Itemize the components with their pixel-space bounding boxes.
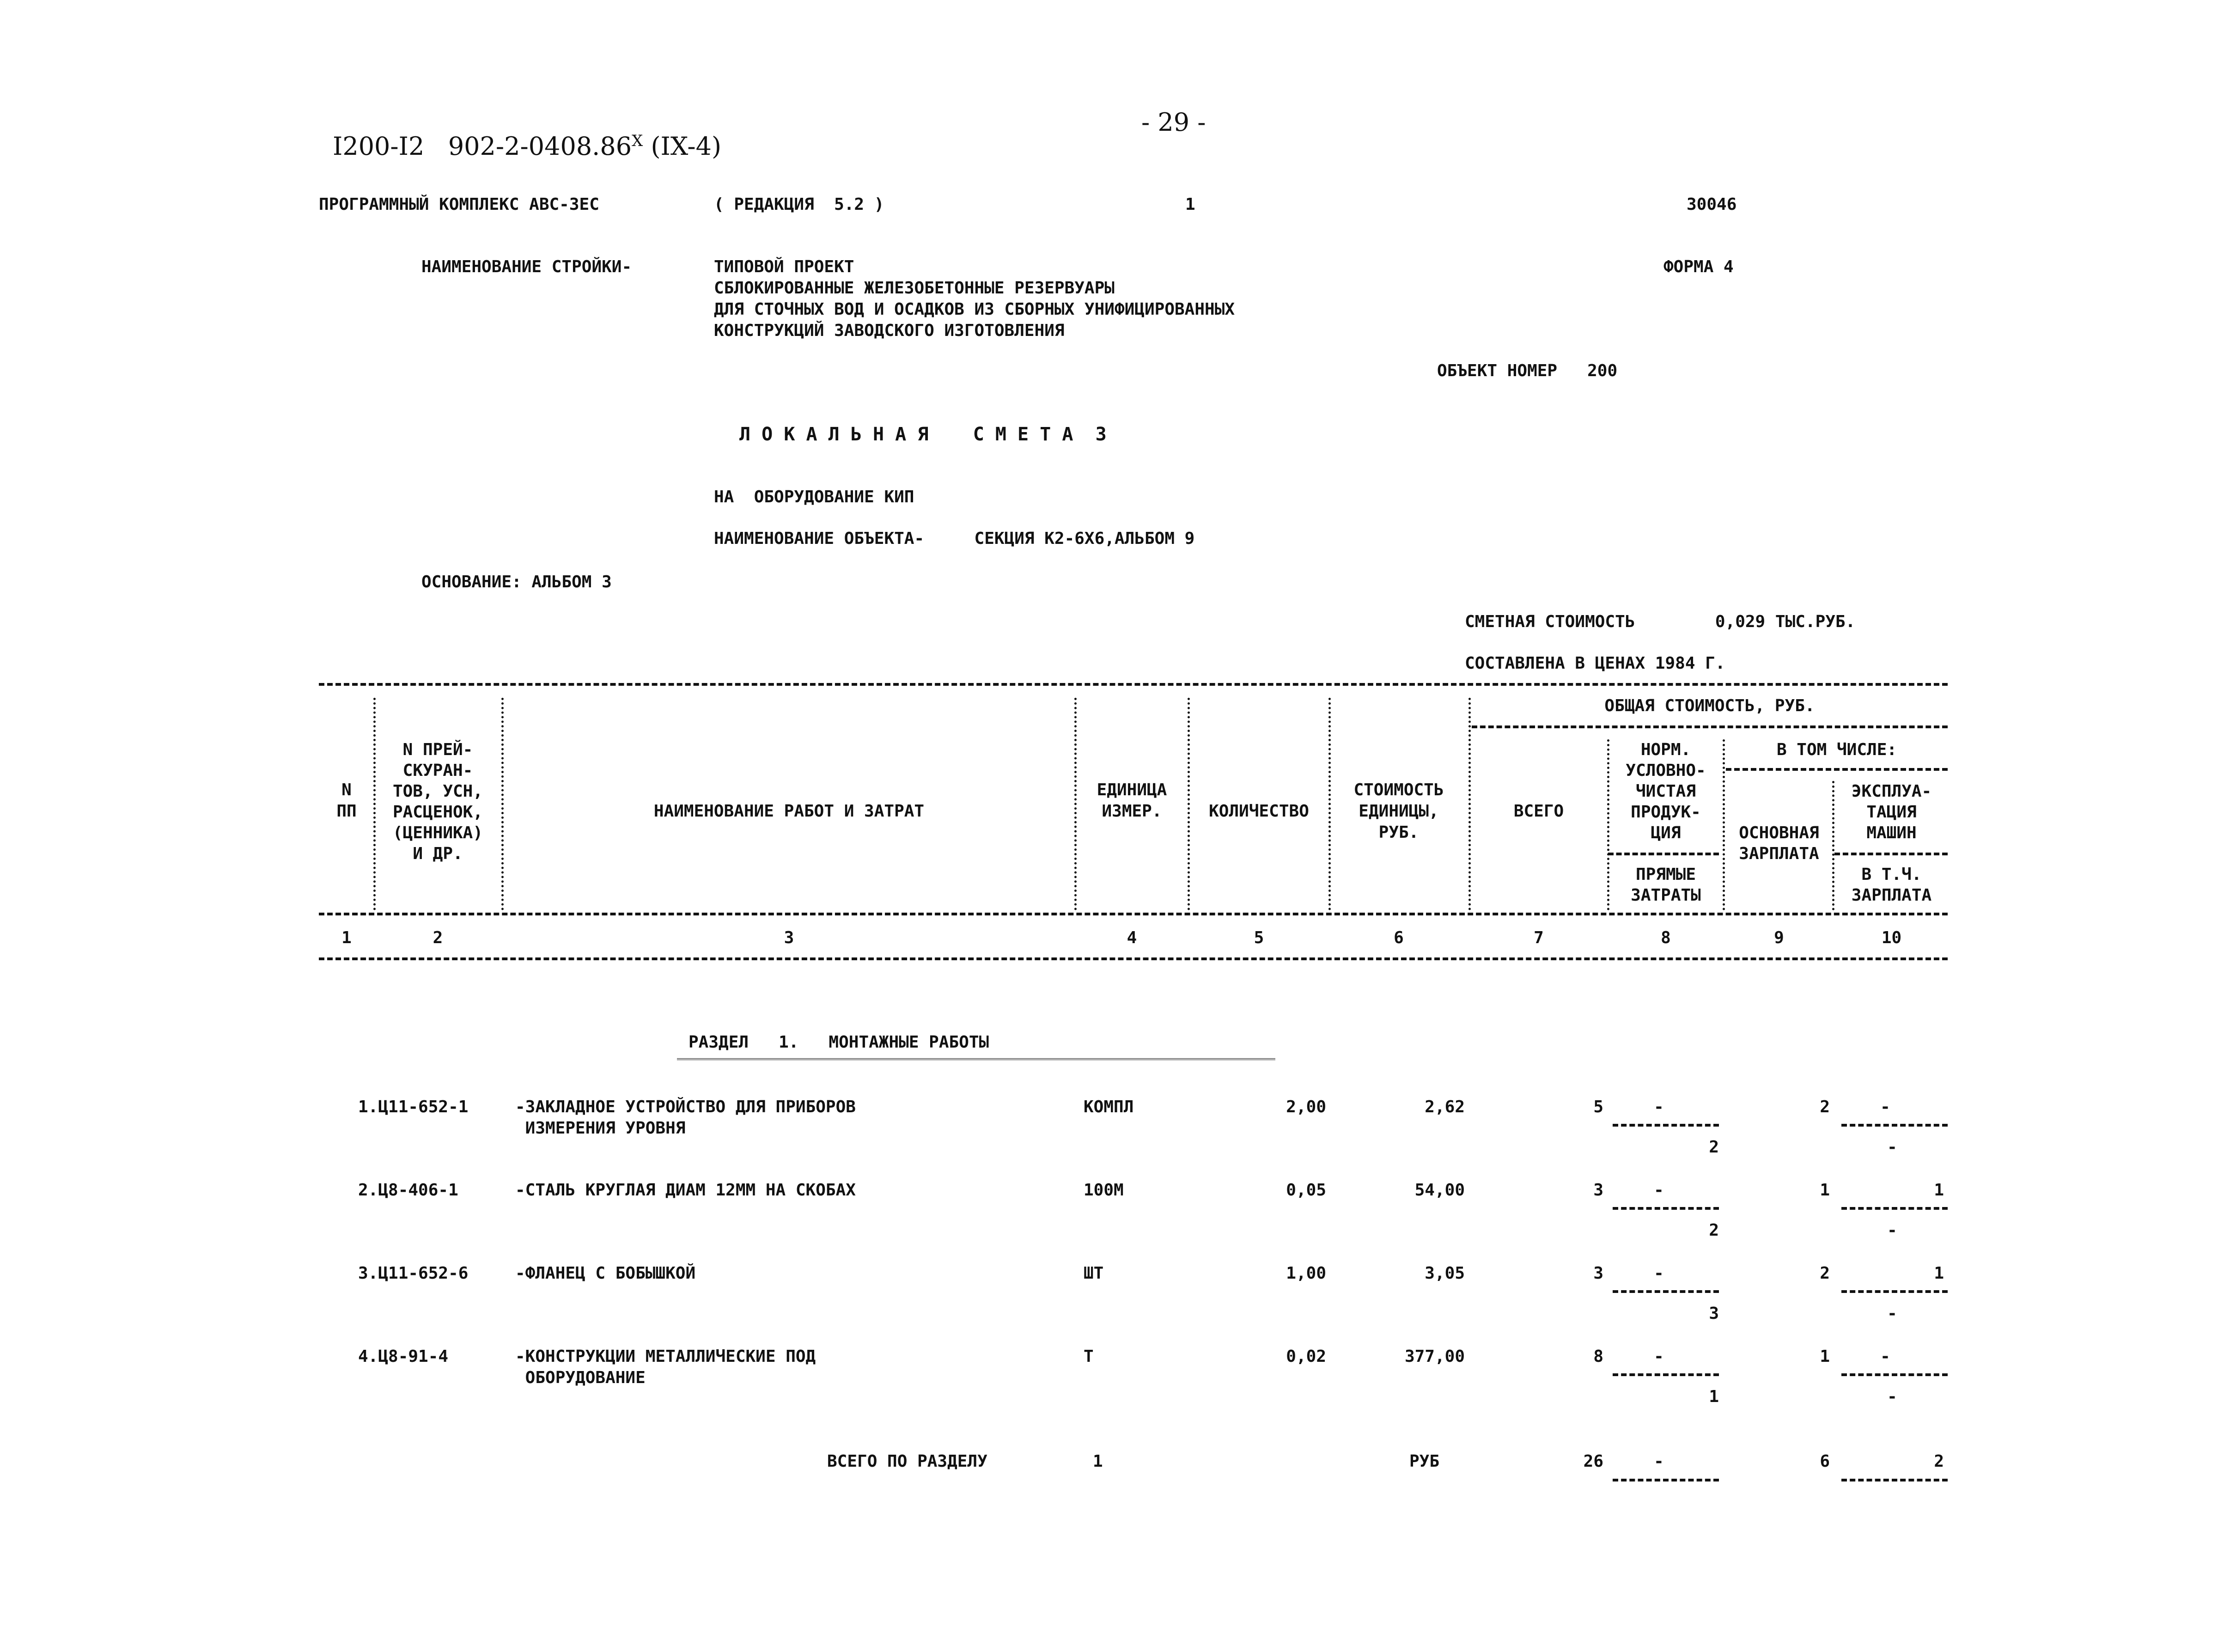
row-name: -ФЛАНЕЦ С БОБЫШКОЙ [515,1264,696,1283]
header-rule-total-cost [1472,725,1948,728]
row-quantity: 0,05 [1286,1181,1326,1200]
row-salary: 1 [1820,1347,1830,1366]
header-salary: ЗАРПЛАТА [1739,844,1819,863]
header-direct-costs: ПРЯМЫЕ [1635,865,1696,884]
header-total: ВСЕГО [1513,802,1564,821]
row-norm: - [1654,1264,1664,1283]
column-number: 2 [433,928,443,947]
row-fraction-line [1841,1207,1948,1210]
header-unit-cost: ЕДИНИЦЫ, [1359,802,1439,821]
header-quantity: КОЛИЧЕСТВО [1209,802,1309,821]
section-total-number: 1 [1093,1452,1103,1471]
row-total: 8 [1593,1347,1603,1366]
row-unit: 100М [1084,1181,1124,1200]
table-rule-numbers-bottom [319,957,1948,960]
column-separator [1832,781,1834,910]
document-code-tail: (IX-4) [643,132,722,161]
row-norm: - [1654,1097,1664,1116]
row-code: 1.Ц11-652-1 [358,1097,469,1116]
header-nn-2: ПП [336,802,357,821]
header-norm: УСЛОВНО- [1626,761,1706,780]
header-including: В ТОМ ЧИСЛЕ: [1776,740,1897,759]
header-price-ref: N ПРЕЙ- [402,740,473,759]
row-quantity: 1,00 [1286,1264,1326,1283]
section-total-machines: 2 [1934,1452,1944,1471]
table-rule-header-bottom [319,913,1948,915]
construction-name-line: СБЛОКИРОВАННЫЕ ЖЕЛЕЗОБЕТОННЫЕ РЕЗЕРВУАРЫ [714,279,1115,298]
row-name: -СТАЛЬ КРУГЛАЯ ДИАМ 12ММ НА СКОБАХ [515,1181,856,1200]
document-title: Л О К А Л Ь Н А Я С М Е Т А 3 [739,424,1107,445]
row-incl-salary: - [1887,1387,1897,1406]
column-separator [501,698,504,910]
document-code-sup: X [632,132,643,150]
row-code: 3.Ц11-652-6 [358,1264,469,1283]
column-separator [1723,739,1725,910]
header-unit: ИЗМЕР. [1102,802,1162,821]
table-rule-top [319,683,1948,686]
section-total-unit: РУБ [1409,1452,1440,1471]
row-name: -КОНСТРУКЦИИ МЕТАЛЛИЧЕСКИЕ ПОД [515,1347,816,1366]
header-rule-in-that [1726,768,1948,771]
row-name: ОБОРУДОВАНИЕ [515,1368,646,1387]
header-norm: ЦИЯ [1651,823,1681,842]
row-fraction-line [1841,1373,1948,1376]
row-salary: 2 [1820,1264,1830,1283]
header-price-ref: СКУРАН- [402,761,473,780]
header-price-ref: РАСЦЕНОК, [392,803,483,822]
header-salary: ОСНОВНАЯ [1739,823,1819,842]
row-total: 3 [1593,1181,1603,1200]
row-fraction-line [1613,1290,1719,1293]
header-norm: ЧИСТАЯ [1635,782,1696,801]
row-machines: 1 [1934,1181,1944,1200]
section-total-fraction-line [1841,1479,1948,1481]
header-unit: ЕДИНИЦА [1097,780,1167,799]
row-machines: 1 [1934,1264,1944,1283]
row-quantity: 2,00 [1286,1097,1326,1116]
document-number: 30046 [1687,195,1737,214]
header-rule-salary [1834,853,1948,855]
estimate-basis: ОСНОВАНИЕ: АЛЬБОМ 3 [421,573,612,591]
column-number: 10 [1881,928,1902,947]
header-unit-cost: РУБ. [1378,823,1419,842]
object-number: ОБЪЕКТ НОМЕР 200 [1437,361,1618,380]
row-fraction-line [1841,1124,1948,1127]
column-number: 1 [341,928,352,947]
column-separator [373,698,376,910]
column-number: 6 [1394,928,1404,947]
row-direct-costs: 2 [1709,1221,1719,1240]
program-name: ПРОГРАММНЫЙ КОМПЛЕКС АВС-3ЕС [319,195,599,214]
row-name: ИЗМЕРЕНИЯ УРОВНЯ [515,1119,686,1138]
section-total-norm: - [1654,1452,1664,1471]
construction-name-label: НАИМЕНОВАНИЕ СТРОЙКИ- [421,257,632,276]
row-direct-costs: 3 [1709,1304,1719,1323]
header-price-ref: (ЦЕННИКА) [392,823,483,842]
header-nn-1: N [341,780,352,799]
row-direct-costs: 1 [1709,1387,1719,1406]
row-incl-salary: - [1887,1221,1897,1240]
header-incl-salary: В Т.Ч. [1861,865,1922,884]
column-number: 3 [784,928,794,947]
column-number: 9 [1774,928,1784,947]
row-fraction-line [1613,1124,1719,1127]
row-fraction-line [1613,1207,1719,1210]
row-total: 5 [1593,1097,1603,1116]
estimate-subject: НА ОБОРУДОВАНИЕ КИП [714,488,914,506]
section-title-underline [677,1058,1275,1063]
row-salary: 2 [1820,1097,1830,1116]
row-unit: Т [1084,1347,1094,1366]
column-separator [1328,698,1331,910]
section-total-value: 26 [1583,1452,1603,1471]
row-unit: ШТ [1084,1264,1104,1283]
column-separator [1188,698,1190,910]
document-code-main: I200-I2 902-2-0408.86 [333,132,632,161]
column-number: 4 [1127,928,1137,947]
column-number: 7 [1534,928,1544,947]
row-unit-cost: 54,00 [1414,1181,1465,1200]
column-number: 8 [1661,928,1671,947]
column-separator [1074,698,1077,910]
construction-name-line: КОНСТРУКЦИЙ ЗАВОДСКОГО ИЗГОТОВЛЕНИЯ [714,321,1065,340]
row-incl-salary: - [1887,1304,1897,1323]
sheet-number: 1 [1185,195,1195,214]
row-quantity: 0,02 [1286,1347,1326,1366]
form-number: ФОРМА 4 [1663,257,1734,276]
row-name: -ЗАКЛАДНОЕ УСТРОЙСТВО ДЛЯ ПРИБОРОВ [515,1097,856,1116]
section-total-fraction-line [1613,1479,1719,1481]
section-title: РАЗДЕЛ 1. МОНТАЖНЫЕ РАБОТЫ [688,1033,989,1052]
header-norm: ПРОДУК- [1631,803,1701,822]
header-unit-cost: СТОИМОСТЬ [1353,780,1444,799]
row-unit-cost: 377,00 [1404,1347,1465,1366]
object-name: НАИМЕНОВАНИЕ ОБЪЕКТА- СЕКЦИЯ К2-6Х6,АЛЬБОМ 9 [714,529,1195,548]
program-edition: ( РЕДАКЦИЯ 5.2 ) [714,195,884,214]
row-unit-cost: 2,62 [1425,1097,1465,1116]
header-price-ref: И ДР. [413,844,463,863]
column-number: 5 [1254,928,1264,947]
section-total-salary: 6 [1820,1452,1830,1471]
row-machines: - [1880,1347,1890,1366]
header-incl-salary: ЗАРПЛАТА [1851,886,1932,905]
header-total-cost: ОБЩАЯ СТОИМОСТЬ, РУБ. [1604,696,1815,715]
header-norm: НОРМ. [1640,740,1691,759]
header-machines: МАШИН [1866,823,1917,842]
column-separator [1468,698,1471,910]
row-code: 2.Ц8-406-1 [358,1181,458,1200]
row-unit: КОМПЛ [1084,1097,1134,1116]
header-direct-costs: ЗАТРАТЫ [1631,886,1701,905]
column-separator [1607,739,1609,910]
row-total: 3 [1593,1264,1603,1283]
price-basis: СОСТАВЛЕНА В ЦЕНАХ 1984 Г. [1465,654,1725,673]
row-norm: - [1654,1181,1664,1200]
row-code: 4.Ц8-91-4 [358,1347,449,1366]
row-fraction-line [1841,1290,1948,1293]
section-total-label: ВСЕГО ПО РАЗДЕЛУ [827,1452,987,1471]
header-work-name: НАИМЕНОВАНИЕ РАБОТ И ЗАТРАТ [653,802,925,821]
construction-name-line: ТИПОВОЙ ПРОЕКТ [714,257,854,276]
header-price-ref: ТОВ, УСН, [392,782,483,801]
estimated-cost: СМЕТНАЯ СТОИМОСТЬ 0,029 ТЫС.РУБ. [1465,612,1856,631]
header-machines: ЭКСПЛУА- [1851,782,1932,801]
document-code [333,133,721,159]
row-incl-salary: - [1887,1138,1897,1157]
row-unit-cost: 3,05 [1425,1264,1465,1283]
row-fraction-line [1613,1373,1719,1376]
row-norm: - [1654,1347,1664,1366]
header-machines: ТАЦИЯ [1866,803,1917,822]
row-direct-costs: 2 [1709,1138,1719,1157]
row-machines: - [1880,1097,1890,1116]
row-salary: 1 [1820,1181,1830,1200]
header-rule-norm [1608,853,1719,855]
page-number: - 29 - [1141,108,1206,137]
construction-name-line: ДЛЯ СТОЧНЫХ ВОД И ОСАДКОВ ИЗ СБОРНЫХ УНИФИЦИРОВАННЫХ [714,300,1235,319]
